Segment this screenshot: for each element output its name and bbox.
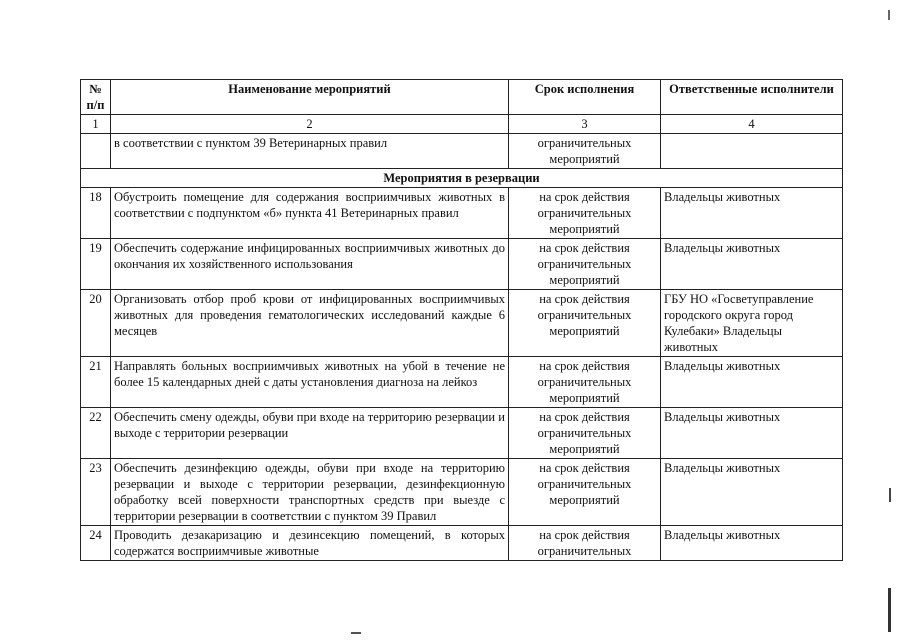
- table-row: [81, 290, 843, 357]
- row-term: на срок действия ограничительных мероприятий: [509, 290, 661, 357]
- row-resp: Владельцы животных: [661, 188, 843, 239]
- row-term: ограничительных мероприятий: [509, 134, 661, 169]
- measures-table: [80, 79, 843, 561]
- scan-mark: [888, 588, 891, 632]
- row-name: Обустроить помещение для содержания восприимчивых животных в соответствии с подпунктом «б» пункта 41 Ветеринарных правил: [111, 188, 509, 239]
- row-resp: ГБУ НО «Госветуправление городского округа город Кулебаки» Владельцы животных: [661, 290, 843, 357]
- row-num: 18: [81, 188, 111, 239]
- row-term: на срок действия ограничительных мероприятий: [509, 357, 661, 408]
- table-row: [81, 459, 843, 526]
- scan-mark: [351, 632, 361, 634]
- row-resp: Владельцы животных: [661, 459, 843, 526]
- section-title: Мероприятия в резервации: [81, 169, 843, 188]
- continuation-row: [81, 134, 843, 169]
- row-num: 20: [81, 290, 111, 357]
- row-num: 24: [81, 526, 111, 561]
- row-term: на срок действия ограничительных мероприятий: [509, 239, 661, 290]
- row-term: на срок действия ограничительных: [509, 526, 661, 561]
- row-resp: Владельцы животных: [661, 239, 843, 290]
- column-number: 3: [509, 115, 661, 134]
- header-resp: Ответственные исполнители: [661, 80, 843, 115]
- row-name: Обеспечить содержание инфицированных восприимчивых животных до окончания их хозяйственного использования: [111, 239, 509, 290]
- row-term: на срок действия ограничительных мероприятий: [509, 188, 661, 239]
- row-num: 21: [81, 357, 111, 408]
- table-header: [81, 80, 843, 134]
- table-row: [81, 239, 843, 290]
- row-resp: Владельцы животных: [661, 357, 843, 408]
- header-name: Наименование мероприятий: [111, 80, 509, 115]
- table-body: [81, 134, 843, 561]
- row-num: 23: [81, 459, 111, 526]
- header-term: Срок исполнения: [509, 80, 661, 115]
- row-num: 22: [81, 408, 111, 459]
- row-name: Обеспечить смену одежды, обуви при входе на территорию резервации и выходе с территории резервации: [111, 408, 509, 459]
- column-number: 1: [81, 115, 111, 134]
- header-num: № п/п: [81, 80, 111, 115]
- row-term: на срок действия ограничительных мероприятий: [509, 408, 661, 459]
- row-resp: Владельцы животных: [661, 526, 843, 561]
- row-num: 19: [81, 239, 111, 290]
- table-row: [81, 408, 843, 459]
- table-row: [81, 188, 843, 239]
- row-name: Проводить дезакаризацию и дезинсекцию помещений, в которых содержатся восприимчивые животные: [111, 526, 509, 561]
- row-resp: Владельцы животных: [661, 408, 843, 459]
- column-numbers-row: [81, 115, 843, 134]
- row-name: в соответствии с пунктом 39 Ветеринарных правил: [111, 134, 509, 169]
- row-term: на срок действия ограничительных мероприятий: [509, 459, 661, 526]
- row-name: Направлять больных восприимчивых животных на убой в течение не более 15 календарных дней с даты установления диагноза на лейкоз: [111, 357, 509, 408]
- column-number: 2: [111, 115, 509, 134]
- row-resp: [661, 134, 843, 169]
- column-number: 4: [661, 115, 843, 134]
- section-row: [81, 169, 843, 188]
- row-name: Обеспечить дезинфекцию одежды, обуви при входе на территорию резервации и выходе с территории резервации, дезинфекционную обработку всей поверхности транспортных средств при выезде с территории резервации в соответствии с пунктом 39 Правил: [111, 459, 509, 526]
- header-row: [81, 80, 843, 115]
- row-name: Организовать отбор проб крови от инфицированных восприимчивых животных для проведения гематологических исследований каждые 6 месяцев: [111, 290, 509, 357]
- scan-mark: [889, 488, 891, 502]
- scan-mark: [888, 10, 890, 20]
- table-row: [81, 357, 843, 408]
- table-row: [81, 526, 843, 561]
- row-num: [81, 134, 111, 169]
